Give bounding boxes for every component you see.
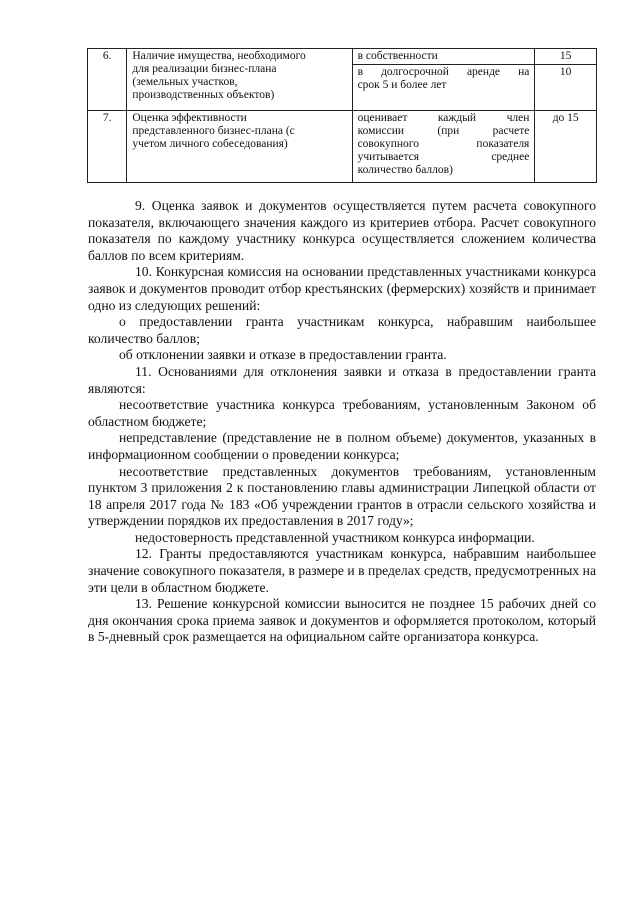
paragraph-11: 11. Основаниями для отклонения заявки и отказа в предоставлении гранта являются: [88, 363, 596, 396]
criterion-name [127, 49, 352, 111]
decision-option-grant: о предоставлении гранта участникам конкурса, набравшим наибольшее количество баллов; [88, 314, 596, 346]
table-row [88, 49, 597, 65]
rejection-reason-4: недостоверность представленной участником конкурса информации. [135, 529, 535, 545]
criterion-name-line: Наличие имущества, необходимого [132, 50, 306, 62]
condition-line: в собственности [357, 50, 438, 62]
condition-line: комиссии (при расчете [357, 125, 530, 137]
criterion-name-line: для реализации бизнес-плана [132, 63, 277, 75]
condition-line: количество баллов) [357, 164, 453, 176]
rejection-reason-3: несоответствие представленных документов требованиям, установленным пунктом 3 приложения 2 к постановлению главы администрации Липецкой области от 18 апреля 2017 года № 183 «Об учреждении грантов в отрасли сельского хозяйства и утверждении порядков их предоставления в 2017 году»; [88, 463, 596, 529]
criterion-score: до 15 [535, 111, 597, 183]
paragraph-10: 10. Конкурсная комиссия на основании представленных участниками конкурса заявок и документов проводит отбор крестьянских (фермерских) хозяйств и принимает одно из следующих решений: [88, 264, 596, 313]
row-number: 6. [88, 49, 127, 111]
paragraph-9: 9. Оценка заявок и документов осуществляется путем расчета совокупного показателя, включающего значения каждого из критериев отбора. Расчет совокупного показателя по каждому участнику конкурса осуществляется сложением количества баллов по всем критериям. [88, 198, 596, 263]
row-number: 7. [88, 111, 127, 183]
criterion-name-line: Оценка эффективности [132, 112, 247, 124]
rejection-reason-1: несоответствие участника конкурса требованиям, установленным Законом об областном бюджете; [88, 397, 596, 429]
table-row [88, 111, 597, 183]
criterion-name-line: представленного бизнес-плана (с [132, 125, 295, 137]
rejection-reason-2: непредставление (представление не в полном объеме) документов, указанных в информационном сообщении о проведении конкурса; [88, 430, 596, 462]
criterion-name [127, 111, 352, 183]
criterion-condition [352, 111, 535, 183]
criterion-condition [352, 49, 535, 65]
document-body [88, 198, 596, 646]
condition-line: учитывается среднее [357, 151, 530, 163]
criterion-name-line: учетом личного собеседования) [132, 138, 288, 150]
paragraph-13: 13. Решение конкурсной комиссии выносится не позднее 15 рабочих дней со дня окончания срока приема заявок и документов и оформляется протоколом, который в 5-дневный срок размещается на официальном сайте организатора конкурса. [88, 596, 596, 645]
criterion-score: 10 [535, 65, 597, 111]
condition-line: оценивает каждый член [357, 112, 530, 124]
criteria-table [87, 48, 597, 183]
decision-option-reject: об отклонении заявки и отказе в предоставлении гранта. [119, 347, 447, 363]
condition-line: срок 5 и более лет [357, 79, 447, 91]
criterion-score: 15 [535, 49, 597, 65]
condition-line: в долгосрочной аренде на [357, 66, 530, 78]
paragraph-12: 12. Гранты предоставляются участникам конкурса, набравшим наибольшее значение совокупного показателя, в размере и в пределах средств, предусмотренных на эти цели в областном бюджете. [88, 546, 596, 595]
criterion-condition [352, 65, 535, 111]
condition-line: совокупного показателя [357, 138, 530, 150]
criterion-name-line: (земельных участков, [132, 76, 238, 88]
criterion-name-line: производственных объектов) [132, 89, 275, 101]
